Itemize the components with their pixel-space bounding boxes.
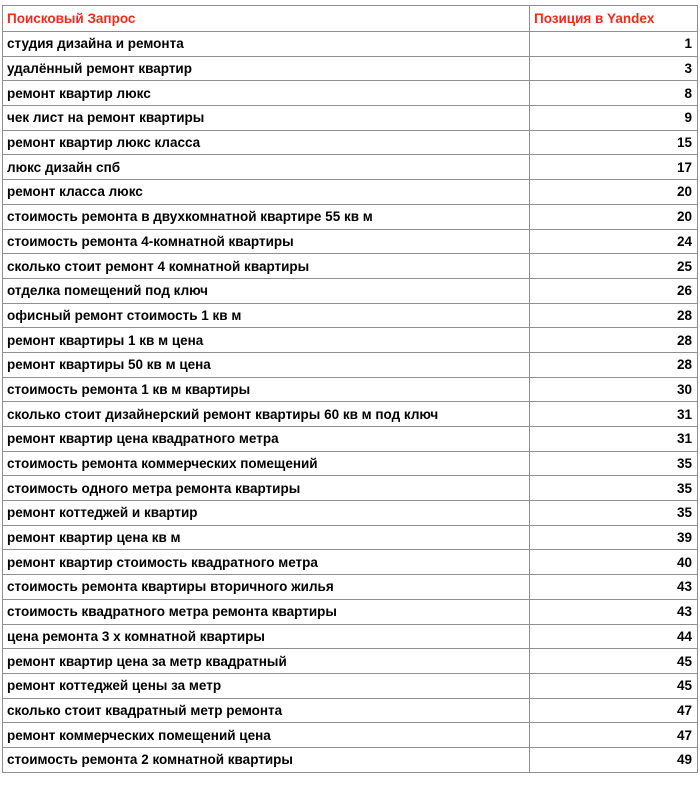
query-cell: чек лист на ремонт квартиры	[3, 106, 530, 131]
position-cell: 45	[530, 673, 698, 698]
position-cell: 43	[530, 575, 698, 600]
query-cell: студия дизайна и ремонта	[3, 32, 530, 57]
query-cell: ремонт квартир цена кв м	[3, 525, 530, 550]
table-row	[3, 106, 698, 131]
query-cell: удалённый ремонт квартир	[3, 56, 530, 81]
position-cell: 17	[530, 155, 698, 180]
query-cell: стоимость ремонта квартиры вторичного жилья	[3, 575, 530, 600]
table-row	[3, 476, 698, 501]
table-row	[3, 550, 698, 575]
table-row	[3, 229, 698, 254]
column-header-position: Позиция в Yandex	[530, 6, 698, 32]
position-cell: 24	[530, 229, 698, 254]
query-cell: ремонт квартир люкс	[3, 81, 530, 106]
position-cell: 35	[530, 476, 698, 501]
query-cell: отделка помещений под ключ	[3, 278, 530, 303]
position-cell: 31	[530, 427, 698, 452]
position-cell: 25	[530, 254, 698, 279]
table-row	[3, 427, 698, 452]
query-cell: сколько стоит квадратный метр ремонта	[3, 698, 530, 723]
query-cell: ремонт класса люкс	[3, 180, 530, 205]
table-row	[3, 599, 698, 624]
position-cell: 8	[530, 81, 698, 106]
query-cell: ремонт квартир цена квадратного метра	[3, 427, 530, 452]
position-cell: 15	[530, 130, 698, 155]
position-cell: 31	[530, 402, 698, 427]
query-cell: сколько стоит ремонт 4 комнатной квартиры	[3, 254, 530, 279]
table-row	[3, 402, 698, 427]
query-cell: стоимость ремонта 1 кв м квартиры	[3, 377, 530, 402]
position-cell: 28	[530, 303, 698, 328]
query-cell: стоимость ремонта 2 комнатной квартиры	[3, 747, 530, 772]
table-row	[3, 328, 698, 353]
position-cell: 28	[530, 352, 698, 377]
table-row	[3, 32, 698, 57]
table-row	[3, 81, 698, 106]
position-cell: 9	[530, 106, 698, 131]
query-cell: ремонт квартир цена за метр квадратный	[3, 649, 530, 674]
query-cell: ремонт квартиры 1 кв м цена	[3, 328, 530, 353]
table-row	[3, 377, 698, 402]
position-cell: 43	[530, 599, 698, 624]
query-cell: ремонт квартиры 50 кв м цена	[3, 352, 530, 377]
column-header-query: Поисковый Запрос	[3, 6, 530, 32]
position-cell: 26	[530, 278, 698, 303]
position-cell: 35	[530, 501, 698, 526]
query-cell: ремонт коттеджей цены за метр	[3, 673, 530, 698]
table-row	[3, 747, 698, 772]
table-row	[3, 451, 698, 476]
position-cell: 20	[530, 204, 698, 229]
query-cell: ремонт коттеджей и квартир	[3, 501, 530, 526]
table-row	[3, 180, 698, 205]
query-cell: цена ремонта 3 х комнатной квартиры	[3, 624, 530, 649]
position-cell: 47	[530, 698, 698, 723]
table-row	[3, 501, 698, 526]
table-row	[3, 575, 698, 600]
query-cell: офисный ремонт стоимость 1 кв м	[3, 303, 530, 328]
query-cell: стоимость ремонта 4-комнатной квартиры	[3, 229, 530, 254]
position-cell: 47	[530, 723, 698, 748]
table-body	[3, 32, 698, 773]
query-cell: люкс дизайн спб	[3, 155, 530, 180]
query-cell: стоимость ремонта в двухкомнатной квартире 55 кв м	[3, 204, 530, 229]
position-cell: 39	[530, 525, 698, 550]
position-cell: 40	[530, 550, 698, 575]
table-row	[3, 155, 698, 180]
table-header-row	[3, 6, 698, 32]
table-row	[3, 130, 698, 155]
position-cell: 44	[530, 624, 698, 649]
table-row	[3, 352, 698, 377]
position-cell: 28	[530, 328, 698, 353]
table-row	[3, 254, 698, 279]
query-cell: сколько стоит дизайнерский ремонт квартиры 60 кв м под ключ	[3, 402, 530, 427]
table-row	[3, 698, 698, 723]
table-row	[3, 649, 698, 674]
query-cell: стоимость квадратного метра ремонта квартиры	[3, 599, 530, 624]
table-row	[3, 278, 698, 303]
table-row	[3, 673, 698, 698]
query-cell: ремонт квартир люкс класса	[3, 130, 530, 155]
table-row	[3, 303, 698, 328]
keyword-position-table	[2, 5, 698, 773]
position-cell: 49	[530, 747, 698, 772]
query-cell: стоимость ремонта коммерческих помещений	[3, 451, 530, 476]
query-cell: ремонт квартир стоимость квадратного метра	[3, 550, 530, 575]
table-row	[3, 624, 698, 649]
position-cell: 1	[530, 32, 698, 57]
query-cell: ремонт коммерческих помещений цена	[3, 723, 530, 748]
position-cell: 35	[530, 451, 698, 476]
position-cell: 3	[530, 56, 698, 81]
table-row	[3, 525, 698, 550]
table-row	[3, 204, 698, 229]
query-cell: стоимость одного метра ремонта квартиры	[3, 476, 530, 501]
table-row	[3, 723, 698, 748]
table-row	[3, 56, 698, 81]
position-cell: 45	[530, 649, 698, 674]
position-cell: 20	[530, 180, 698, 205]
position-cell: 30	[530, 377, 698, 402]
